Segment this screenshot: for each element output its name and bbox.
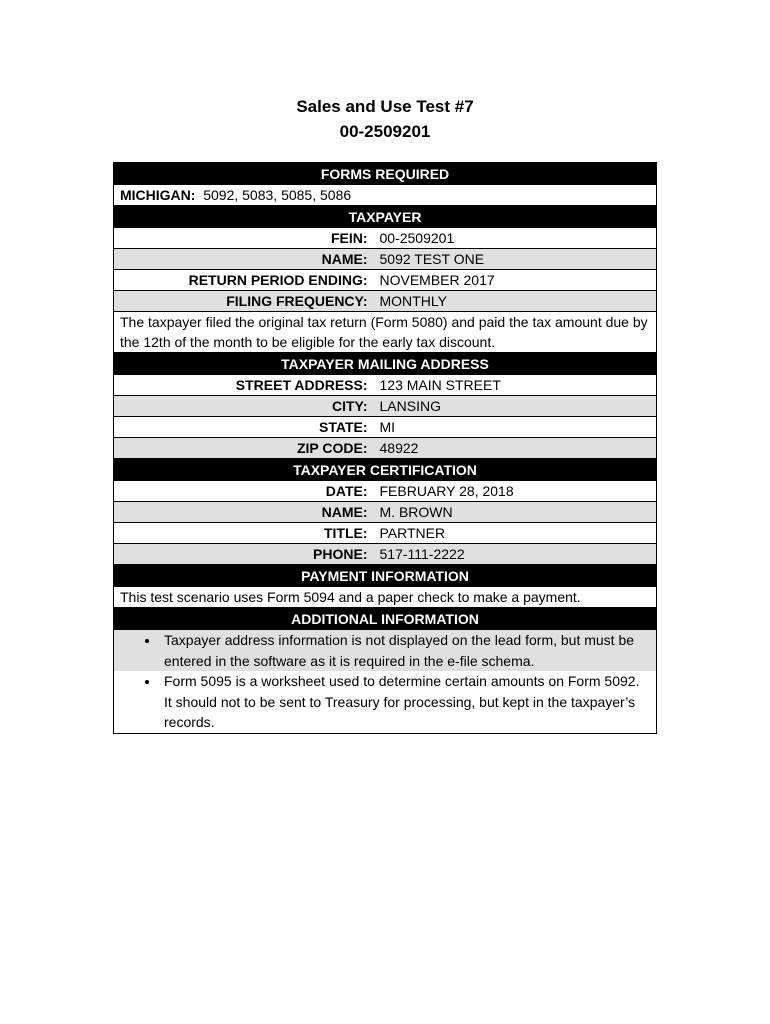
list-item: • Taxpayer address information is not displayed on the lead form, but must be entered in the software as it is required in the e-file schema. <box>160 630 656 671</box>
field-value: PARTNER <box>372 523 657 544</box>
certification-row-date <box>114 481 657 502</box>
forms-required-label: MICHIGAN: <box>120 187 196 203</box>
test-scenario-table <box>113 162 657 734</box>
field-label: RETURN PERIOD ENDING: <box>114 270 372 291</box>
list-item: • Form 5095 is a worksheet used to determine certain amounts on Form 5092. It should not to be sent to Treasury for processing, but kept in the taxpayer’s records. <box>160 671 656 733</box>
note-block <box>114 630 656 671</box>
field-value: MONTHLY <box>372 291 657 312</box>
field-label: STREET ADDRESS: <box>114 375 372 396</box>
forms-required-value: 5092, 5083, 5085, 5086 <box>203 187 352 203</box>
field-value: 123 MAIN STREET <box>372 375 657 396</box>
field-label: ZIP CODE: <box>114 438 372 459</box>
field-value: 00-2509201 <box>372 228 657 249</box>
field-value: FEBRUARY 28, 2018 <box>372 481 657 502</box>
section-header-additional <box>114 608 657 630</box>
payment-heading: PAYMENT INFORMATION <box>114 565 657 587</box>
certification-row-phone <box>114 544 657 565</box>
certification-heading: TAXPAYER CERTIFICATION <box>114 459 657 481</box>
account-number: 00-2509201 <box>339 122 431 141</box>
field-value: M. BROWN <box>372 502 657 523</box>
taxpayer-note: The taxpayer filed the original tax return (Form 5080) and paid the tax amount due by the 12th of the month to be eligible for the early tax discount. <box>114 312 657 353</box>
payment-row <box>114 587 657 608</box>
additional-heading: ADDITIONAL INFORMATION <box>114 608 657 630</box>
field-label: TITLE: <box>114 523 372 544</box>
taxpayer-row-fein <box>114 228 657 249</box>
field-label: DATE: <box>114 481 372 502</box>
note-block <box>114 671 656 733</box>
section-header-mailing-address <box>114 353 657 375</box>
field-label: FILING FREQUENCY: <box>114 291 372 312</box>
certification-row-title <box>114 523 657 544</box>
forms-required-row <box>114 185 657 206</box>
additional-row <box>114 630 657 734</box>
field-value: 48922 <box>372 438 657 459</box>
additional-notes-list <box>114 630 656 671</box>
payment-text: This test scenario uses Form 5094 and a paper check to make a payment. <box>114 587 657 608</box>
section-header-taxpayer <box>114 206 657 228</box>
taxpayer-note-row <box>114 312 657 353</box>
forms-required-heading: FORMS REQUIRED <box>114 163 657 185</box>
document-title: Sales and Use Test #7 <box>296 97 474 116</box>
field-label: NAME: <box>114 502 372 523</box>
field-value: 5092 TEST ONE <box>372 249 657 270</box>
taxpayer-row-return-period <box>114 270 657 291</box>
mailing-address-heading: TAXPAYER MAILING ADDRESS <box>114 353 657 375</box>
section-header-payment <box>114 565 657 587</box>
address-row-city <box>114 396 657 417</box>
field-value: 517-111-2222 <box>372 544 657 565</box>
section-header-certification <box>114 459 657 481</box>
certification-row-name <box>114 502 657 523</box>
section-header-forms-required <box>114 163 657 185</box>
field-value: NOVEMBER 2017 <box>372 270 657 291</box>
forms-required-cell <box>114 185 657 206</box>
field-value: LANSING <box>372 396 657 417</box>
field-value: MI <box>372 417 657 438</box>
additional-notes-cell <box>114 630 657 734</box>
address-row-zip <box>114 438 657 459</box>
field-label: NAME: <box>114 249 372 270</box>
taxpayer-row-name <box>114 249 657 270</box>
field-label: STATE: <box>114 417 372 438</box>
taxpayer-heading: TAXPAYER <box>114 206 657 228</box>
document-header <box>0 94 770 144</box>
taxpayer-row-filing-frequency <box>114 291 657 312</box>
field-label: FEIN: <box>114 228 372 249</box>
field-label: CITY: <box>114 396 372 417</box>
field-label: PHONE: <box>114 544 372 565</box>
address-row-state <box>114 417 657 438</box>
additional-notes-list <box>114 671 656 733</box>
address-row-street <box>114 375 657 396</box>
